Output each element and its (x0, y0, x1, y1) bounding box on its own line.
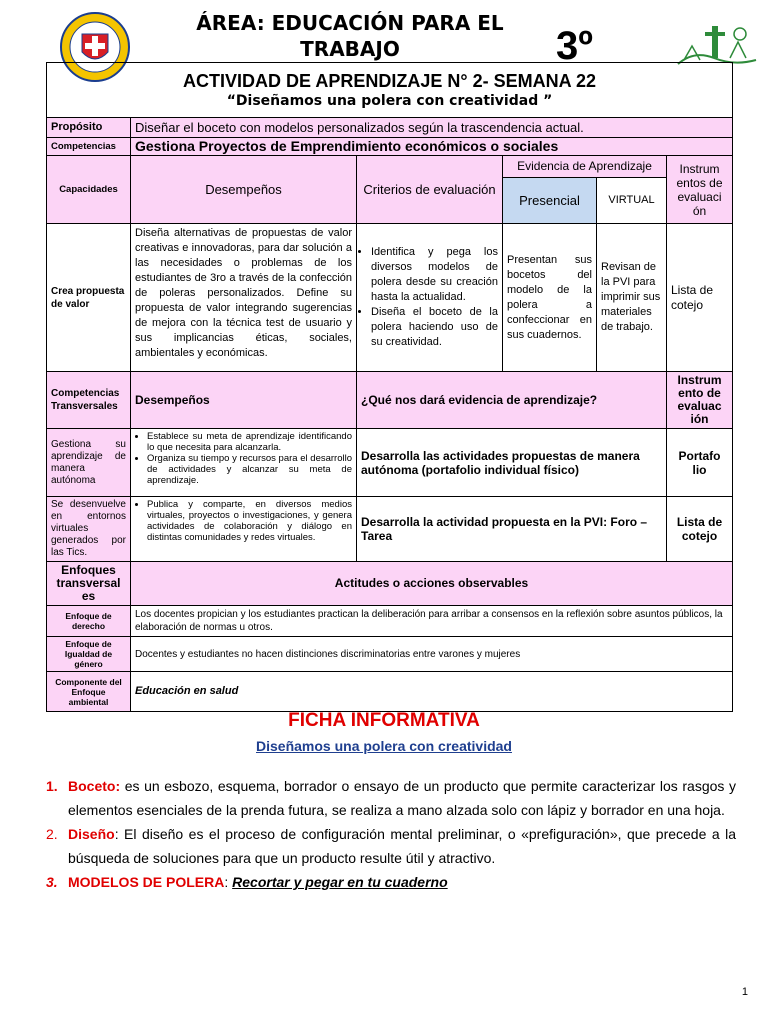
page-number: 1 (741, 986, 748, 998)
item-number: 1. (46, 778, 58, 794)
grade-label: 3º (556, 24, 593, 68)
desempenos-header-2: Desempeños (131, 372, 357, 429)
transversal-2-instrumento: Lista de cotejo (667, 497, 733, 562)
item-term: Boceto: (68, 778, 121, 794)
instrumento-header-2: Instrum ento de evaluac ión (667, 372, 733, 429)
enfoques-header: Enfoques transversal es (47, 562, 131, 606)
ficha-item-diseno (46, 822, 736, 870)
ficha-items (46, 774, 736, 894)
criterio-item: • Diseña el boceto de la polera haciendo uso de su creatividad. (371, 305, 498, 350)
presencial-header: Presencial (503, 178, 597, 224)
transversales-header: Competencias Transversales (47, 372, 131, 429)
enfoque-genero-value: Docentes y estudiantes no hacen distinciones discriminatorias entre varones y mujeres (131, 637, 733, 672)
proposito-value: Diseñar el boceto con modelos personalizados según la trascendencia actual. (131, 118, 733, 138)
activity-title: ACTIVIDAD DE APRENDIZAJE N° 2- SEMANA 22 (183, 71, 596, 91)
desempeno-item: • Publica y comparte, en diversos medios virtuales, proyectos o investigaciones, y genera actividades de colaboración y diálogo en distintas comunidades y redes virtuales. (147, 499, 352, 543)
item-term: Diseño (68, 826, 115, 842)
instrumentos-header: Instrum entos de evaluaci ón (667, 156, 733, 224)
actitudes-header: Actitudes o acciones observables (131, 562, 733, 606)
proposito-label: Propósito (47, 118, 131, 138)
item-text: Recortar y pegar en tu cuaderno (232, 874, 448, 890)
activity-table (46, 62, 733, 712)
transversal-entornos-virtuales: Se desenvuelve en entornos virtuales generados por las Tics. (47, 497, 131, 562)
ficha-item-modelos (46, 870, 736, 894)
virtual-header: VIRTUAL (597, 178, 667, 224)
desempeno-item: • Establece su meta de aprendizaje identificando lo que necesita para alcanzarla. (147, 431, 352, 453)
evidencia-question: ¿Qué nos dará evidencia de aprendizaje? (357, 372, 667, 429)
enfoque-ambiental-value: Educación en salud (131, 672, 733, 712)
transversal-1-instrumento: Portafo lio (667, 429, 733, 497)
enfoque-ambiental-label: Componente del Enfoque ambiental (47, 672, 131, 712)
item-number: 3. (46, 874, 58, 890)
criterios-header: Criterios de evaluación (357, 156, 503, 224)
transversal-1-evidencia: Desarrolla las actividades propuestas de manera autónoma (portafolio individual físico) (357, 429, 667, 497)
competencias-label: Competencias (47, 138, 131, 156)
ficha-item-boceto (46, 774, 736, 822)
criterio-item: • Identifica y pega los diversos modelos de polera desde su creación hasta la actualidad. (371, 245, 498, 305)
item-number: 2. (46, 826, 58, 842)
desempeno-item: • Organiza su tiempo y recursos para el desarrollo de actividades y alcanzar su meta de aprendizaje. (147, 453, 352, 486)
area-title: ÁREA: EDUCACIÓN PARA EL TRABAJO (196, 11, 504, 61)
transversal-2-evidencia: Desarrolla la actividad propuesta en la PVI: Foro – Tarea (357, 497, 667, 562)
item-term: MODELOS DE POLERA (68, 874, 225, 890)
transversal-gestiona: Gestiona su aprendizaje de manera autónoma (47, 429, 131, 497)
capacidades-header: Capacidades (47, 156, 131, 224)
presencial-evidencia: Presentan sus bocetos del modelo de la polera a confeccionar en sus cuadernos. (503, 224, 597, 372)
item-colon: : (224, 874, 229, 890)
criterios-list (361, 245, 498, 350)
enfoque-derecho-value: Los docentes propician y los estudiantes practican la deliberación para arribar a consensos en la reflexión sobre asuntos públicos, la elaboración de normas u otros. (131, 606, 733, 637)
desempenos-header: Desempeños (131, 156, 357, 224)
evidencia-header: Evidencia de Aprendizaje (503, 156, 667, 178)
activity-subtitle: “Diseñamos una polera con creatividad ” (226, 93, 553, 109)
desempeno-1: Diseña alternativas de propuestas de valor creativas e innovadoras, para dar solución a las necesidades o problemas de los estudiantes de 3ro a través de la confección de poleras personalizados. Define su propuesta de valor integrando sugerencias de mejora con la técnica test de usuario y sus implicancias éticas, sociales, ambientales y económicas. (131, 224, 357, 372)
capacidad-crea-propuesta: Crea propuesta de valor (47, 224, 131, 372)
competencias-value: Gestiona Proyectos de Emprendimiento económicos o sociales (131, 138, 733, 156)
item-text: es un esbozo, esquema, borrador o ensayo de un producto que permite caracterizar los rasgos y elementos esenciales de la prenda futura, se realiza a mano alzada solo con lápiz y borrador en una hoja. (68, 778, 736, 818)
transversal-1-list (135, 431, 352, 486)
enfoque-genero-label: Enfoque de Igualdad de género (47, 637, 131, 672)
virtual-evidencia: Revisan de la PVI para imprimir sus materiales de trabajo. (597, 224, 667, 372)
ficha-subtitle: Diseñamos una polera con creatividad (256, 738, 512, 754)
ficha-title: FICHA INFORMATIVA (288, 710, 480, 731)
enfoque-derecho-label: Enfoque de derecho (47, 606, 131, 637)
item-text: : El diseño es el proceso de configuración mental preliminar, o «prefiguración», que precede a la búsqueda de soluciones para que un producto resulte útil y atractivo. (68, 826, 736, 866)
instrumento-1: Lista de cotejo (667, 224, 733, 372)
transversal-2-list (135, 499, 352, 543)
